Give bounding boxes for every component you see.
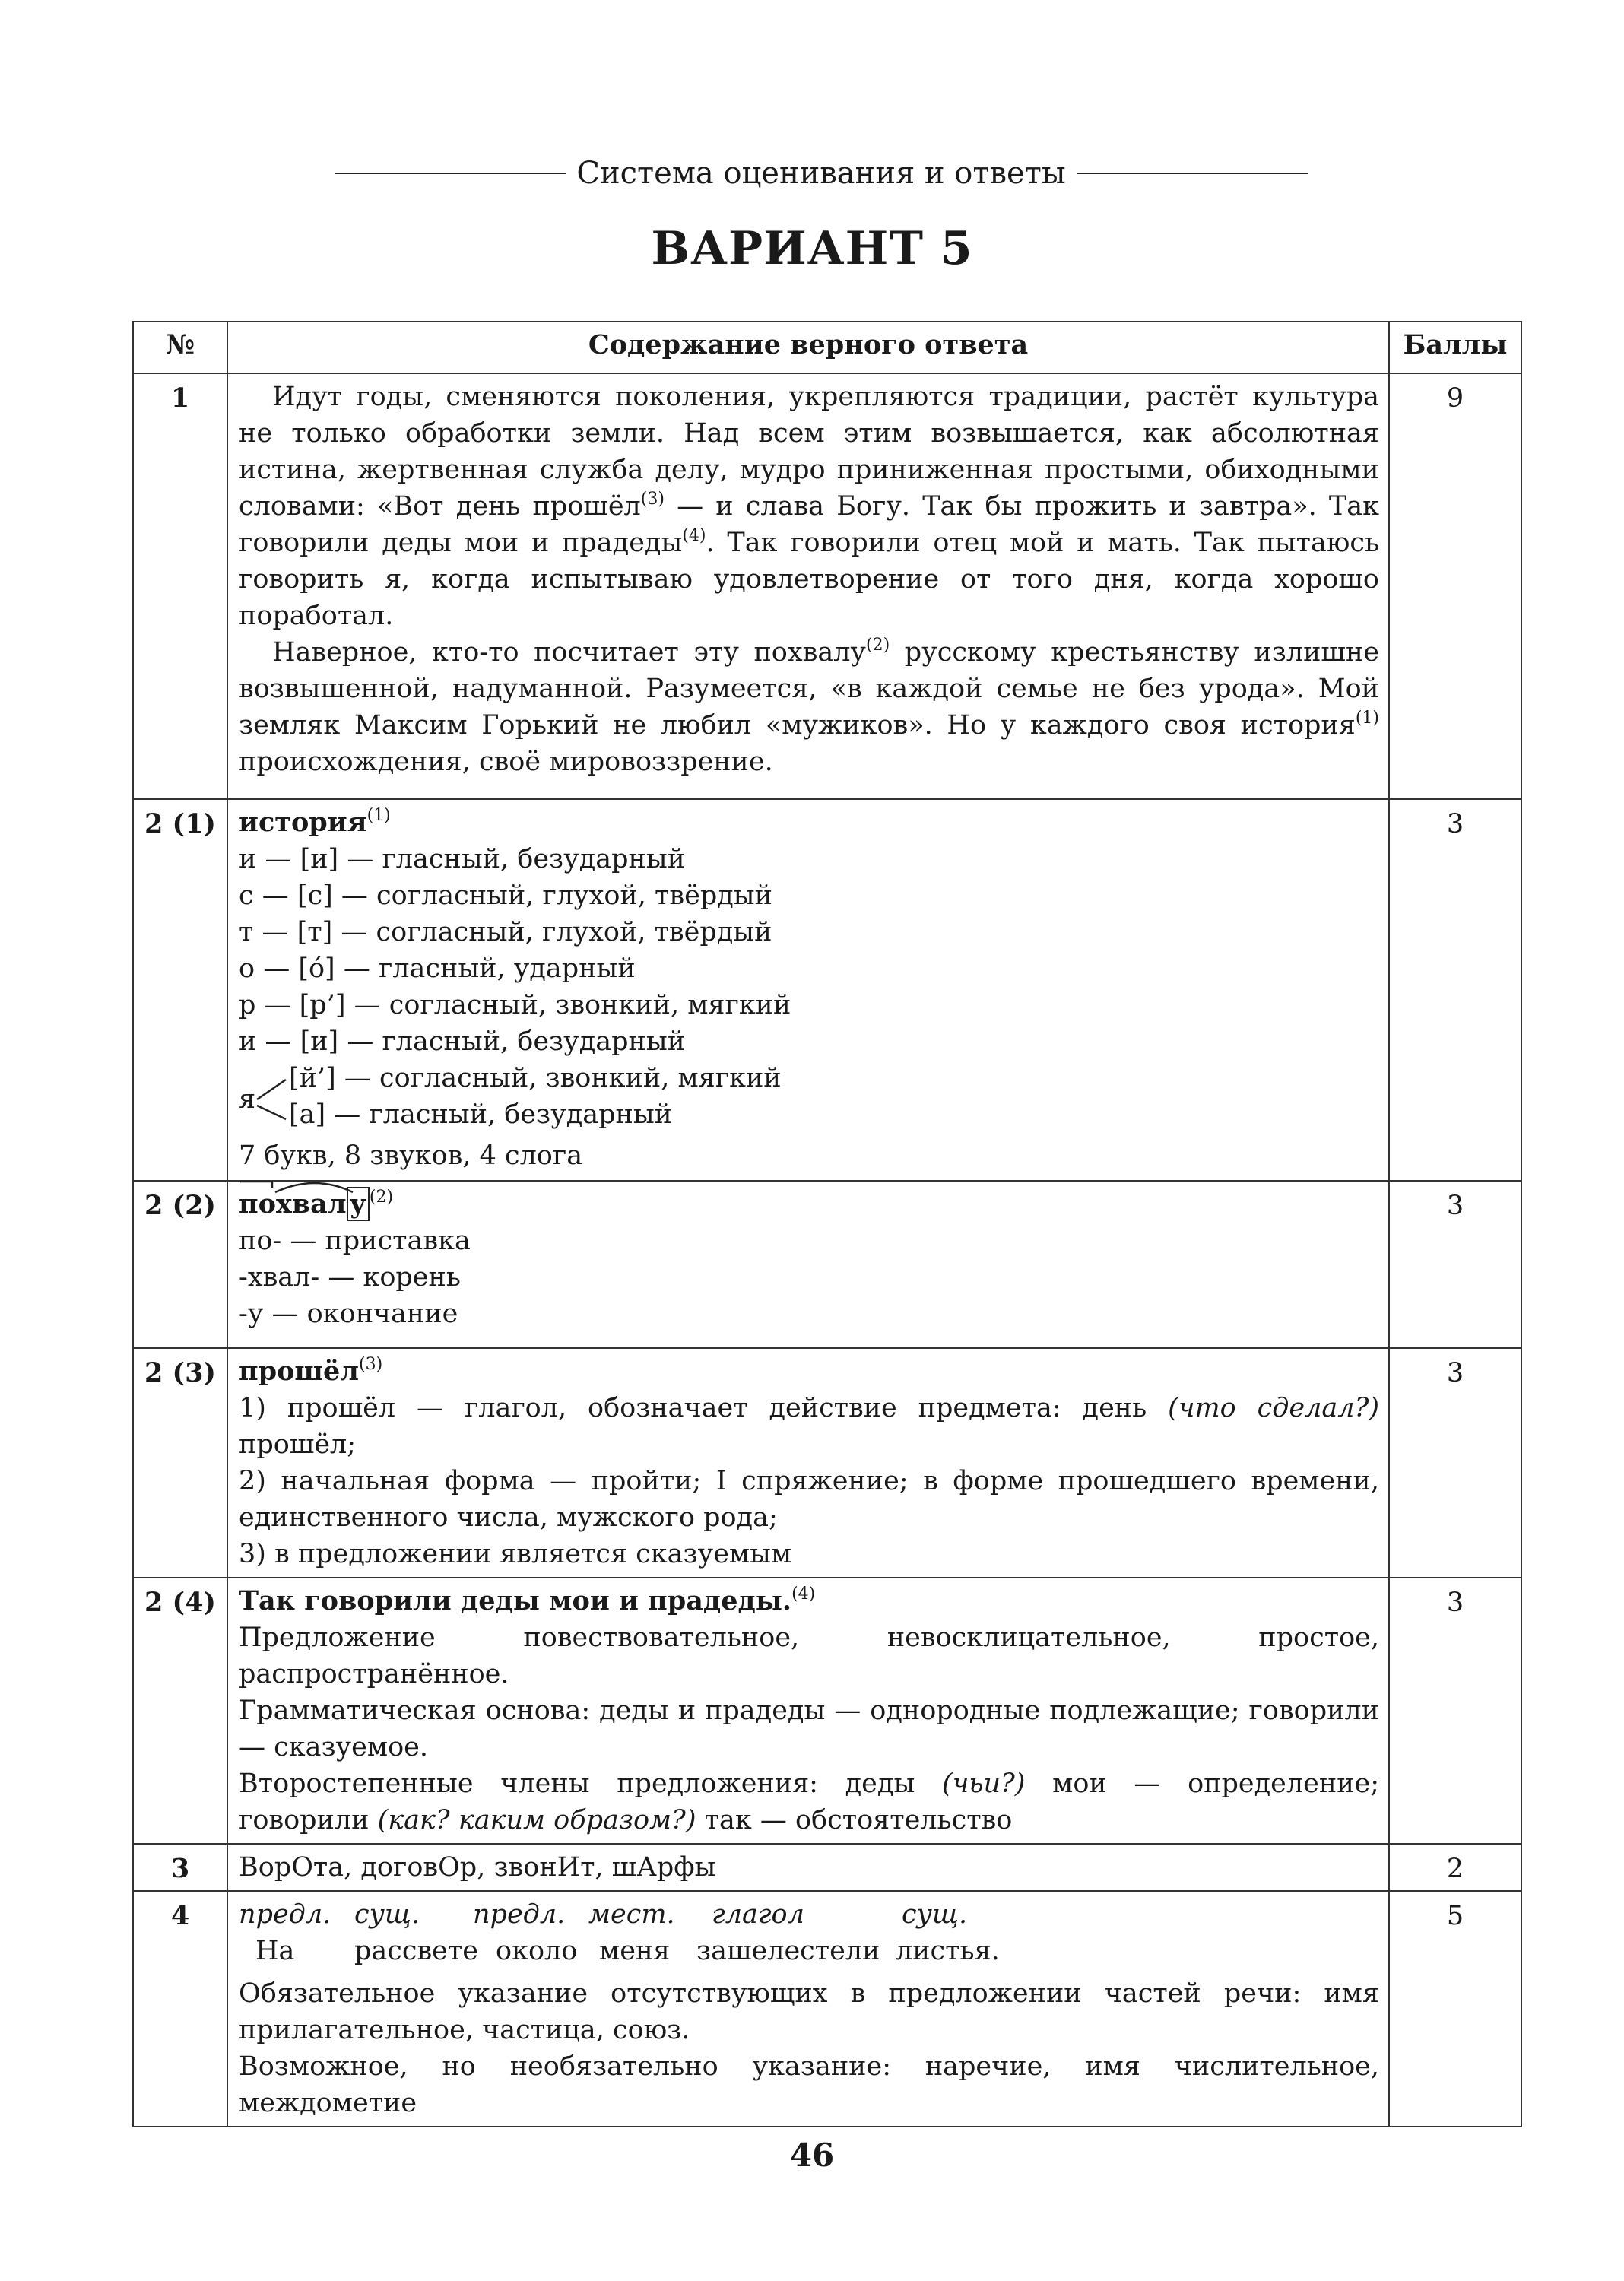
branch-lines-icon: [249, 1066, 295, 1127]
task-content: ВорОта, договОр, звонИт, шАрфы: [227, 1844, 1389, 1891]
table-row-task-2-2: [133, 1181, 1521, 1348]
task-points: 3: [1389, 1578, 1521, 1844]
running-head-rule-right: [1077, 173, 1308, 174]
morpheme-line: -хвал- — корень: [239, 1262, 461, 1293]
phonetic-ya-block: [239, 1060, 1379, 1133]
variant-title: ВАРИАНТ 5: [651, 222, 973, 275]
task-content: [227, 373, 1389, 799]
task-points: 9: [1389, 373, 1521, 799]
sentence-words-row: [239, 1933, 1379, 1969]
task-number: 2 (2): [133, 1181, 227, 1348]
pos-label: глагол: [712, 1899, 804, 1930]
phonetic-line: с — [с] — согласный, глухой, твёрдый: [239, 880, 772, 911]
table-row-task-4: [133, 1891, 1521, 2127]
pos-label: мест.: [588, 1899, 675, 1930]
header-points: Баллы: [1389, 322, 1521, 373]
text-paragraph-1: Идут годы, сменяются поколения, укрепляются традиции, растёт культура не только обработки земли. Над всем этим возвышается, как абсолютная истина, жертвенная служба делу, мудро приниженная простыми, обиходными словами: «Вот день прошёл$^{(3)}$ — и слава Богу. Так бы прожить и завтра». Так говорили деды мои и прадеды$^{(4)}$. Так говорили отец мой и мать. Так пытаюсь говорить я, когда испытываю удовлетворение от того дня, когда хорошо поработал.: [239, 382, 1379, 631]
text-paragraph-2: Наверное, кто-то посчитает эту похвалу$^{(2)}$ русскому крестьянству излишне возвышенной, надуманной. Разумеется, «в каждой семье не без урода». Мой земляк Максим Горький не любил «мужиков». Но у каждого своя история$^{(1)}$ происхождения, своё мировоззрение.: [239, 636, 1379, 777]
task-points: 3: [1389, 1181, 1521, 1348]
morpheme-word-stem: похвал: [239, 1186, 347, 1223]
pos-label: предл.: [239, 1899, 331, 1930]
header-content: Содержание верного ответа: [227, 322, 1389, 373]
syntax-sentence: Так говорили деды мои и прадеды.$^{(4)}$: [239, 1585, 816, 1616]
phonetic-line: и — [и] — гласный, безударный: [239, 1026, 686, 1057]
pos-label: сущ.: [902, 1899, 968, 1930]
morph-line-1: 1) прошёл — глагол, обозначает действие предмета: день (что сделал?) прошёл;: [239, 1393, 1379, 1460]
syntax-line-1: Предложение повествовательное, невосклицательное, простое, распространённое.: [239, 1623, 1379, 1689]
table-row-task-2-3: [133, 1348, 1521, 1578]
morpheme-ending-box: у: [347, 1187, 370, 1221]
pos-line-1: Обязательное указание отсутствующих в предложении частей речи: имя прилагательное, частица, союз.: [239, 1978, 1379, 2045]
task-points: 5: [1389, 1891, 1521, 2127]
phonetic-line: и — [и] — гласный, безударный: [239, 844, 686, 874]
morph-line-2: 2) начальная форма — пройти; I спряжение; в форме прошедшего времени, единственного числа, мужского рода;: [239, 1466, 1379, 1533]
task-number: 3: [133, 1844, 227, 1891]
ya-sound-2: [а] — гласный, безударный: [289, 1099, 673, 1130]
task-content: [227, 1891, 1389, 2127]
table-row-task-1: [133, 373, 1521, 799]
task-number: 2 (1): [133, 799, 227, 1181]
running-head-title: Система оценивания и ответы: [576, 156, 1066, 191]
task-content: [227, 1348, 1389, 1578]
sentence-word: На: [255, 1936, 295, 1966]
task-content: [227, 1578, 1389, 1844]
task-number: 2 (3): [133, 1348, 227, 1578]
task-number: 1: [133, 373, 227, 799]
table-header-row: [133, 322, 1521, 373]
sentence-word: рассвете: [354, 1936, 478, 1966]
task-content: [227, 799, 1389, 1181]
syntax-line-2: Грамматическая основа: деды и прадеды — однородные подлежащие; говорили — сказуемое.: [239, 1696, 1379, 1762]
pos-line-2: Возможное, но необязательно указание: наречие, имя числительное, междометие: [239, 2051, 1379, 2118]
task-points: 3: [1389, 799, 1521, 1181]
task-number: 2 (4): [133, 1578, 227, 1844]
phonetic-line: р — [р’] — согласный, звонкий, мягкий: [239, 990, 791, 1020]
phonetic-line: т — [т] — согласный, глухой, твёрдый: [239, 917, 772, 947]
sentence-word: около: [496, 1936, 578, 1966]
task-number: 4: [133, 1891, 227, 2127]
task-content: [227, 1181, 1389, 1348]
sentence-word: зашелестели: [696, 1936, 880, 1966]
table-row-task-3: [133, 1844, 1521, 1891]
syntax-line-3: Второстепенные члены предложения: деды (чьи?) мои — определение; говорили (как? каким образом?) так — обстоятельство: [239, 1769, 1379, 1835]
phonetic-summary: 7 букв, 8 звуков, 4 слога: [239, 1140, 583, 1171]
pos-label: предл.: [473, 1899, 566, 1930]
page-number: 46: [789, 2137, 835, 2174]
morpheme-line: по- — приставка: [239, 1226, 471, 1256]
running-head-rule-left: [335, 173, 566, 174]
pos-labels-row: [239, 1896, 1379, 1933]
morpheme-marks-icon: [239, 1179, 383, 1195]
morpheme-line: -у — окончание: [239, 1299, 458, 1329]
morphemic-word: похвал у $^{(2)}$: [239, 1186, 1379, 1223]
answers-table: [132, 321, 1522, 2127]
phonetic-line: о — [ó] — гласный, ударный: [239, 953, 636, 984]
table-row-task-2-4: [133, 1578, 1521, 1844]
ya-letter: я: [239, 1084, 256, 1115]
phonetic-word: история$^{(1)}$: [239, 806, 391, 838]
header-num: №: [133, 322, 227, 373]
morph-line-3: 3) в предложении является сказуемым: [239, 1539, 792, 1569]
task-points: 2: [1389, 1844, 1521, 1891]
morph-word: прошёл$^{(3)}$: [239, 1355, 383, 1387]
running-head: [335, 156, 1308, 191]
sentence-word: меня: [599, 1936, 671, 1966]
ya-sound-1: [й’] — согласный, звонкий, мягкий: [289, 1063, 782, 1093]
sentence-word: листья.: [896, 1936, 1000, 1966]
pos-label: сущ.: [354, 1899, 420, 1930]
task-points: 3: [1389, 1348, 1521, 1578]
table-row-task-2-1: [133, 799, 1521, 1181]
